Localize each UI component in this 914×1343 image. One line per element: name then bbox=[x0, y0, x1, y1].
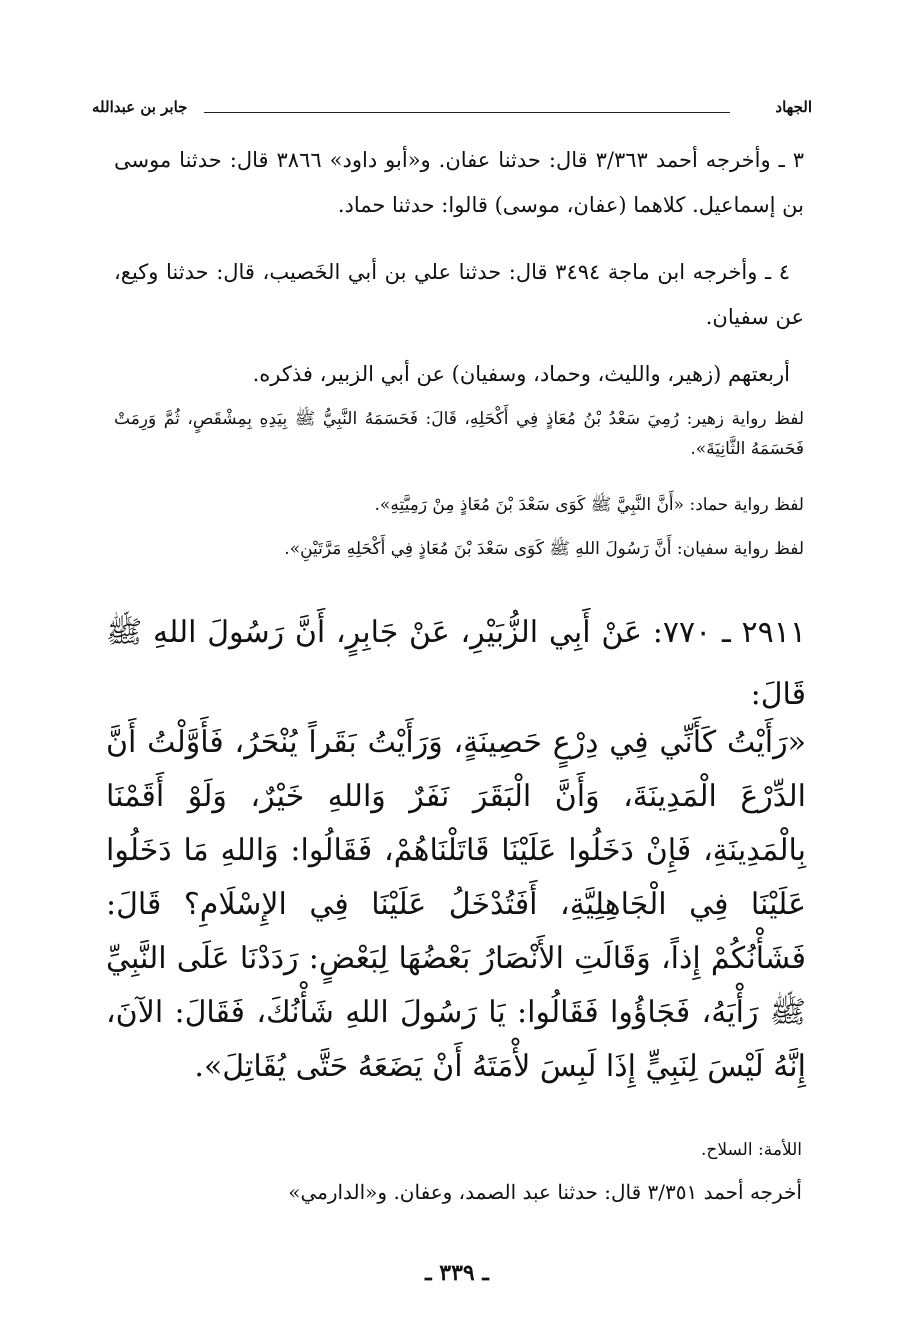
hammad-narration: لفظ رواية حماد: «أَنَّ النَّبِيَّ ﷺ كَوَى سَعْدَ بْنَ مُعَاذٍ مِنْ رَمِيَّتِهِ». bbox=[374, 495, 804, 515]
sufyan-narration: لفظ رواية سفيان: أَنَّ رَسُولَ اللهِ ﷺ كَوَى سَعْدَ بْنَ مُعَاذٍ فِي أَكْحَلِهِ مَرَّتَيْنِ». bbox=[284, 539, 804, 559]
lama-definition: اللأمة: السلاح. bbox=[701, 1140, 802, 1160]
chapter-title: الجهاد bbox=[775, 98, 812, 116]
header-rule bbox=[204, 112, 730, 113]
zuhair-narration: لفظ رواية زهير: رُمِيَ سَعْدُ بْنُ مُعَاذٍ فِي أَكْحَلِهِ، قَالَ: فَحَسَمَهُ النَّبِيُّ ﷺ بِيَدِهِ بِمِشْقَصٍ، ثُمَّ وَرِمَتْ فَحَسَمَهُ الثَّانِيَةَ». bbox=[114, 409, 804, 459]
narrator-title: جابر بن عبدالله bbox=[92, 98, 188, 116]
running-header bbox=[92, 98, 812, 122]
hadith-text: «رَأَيْتُ كَأَنِّي فِي دِرْعٍ حَصِينَةٍ، وَرَأَيْتُ بَقَراً يُنْحَرُ، فَأَوَّلْتُ أَنَّ الدِّرْعَ الْمَدِينَةَ، وَأَنَّ الْبَقَرَ نَفَرٌ وَاللهِ خَيْرٌ، وَلَوْ أَقَمْنَا بِالْمَدِينَةِ، فَإِنْ دَخَلُوا عَلَيْنَا قَاتَلْنَاهُمْ، فَقَالُوا: وَاللهِ مَا دَخَلُوا عَلَيْنَا فِي الْجَاهِلِيَّةِ، أَفَتُدْخَلُ عَلَيْنَا فِي الإِسْلَامِ؟ قَالَ: فَشَأْنُكُمْ إِذاً، وَقَالَتِ الأَنْصَارُ بَعْضُهَا لِبَعْضٍ: رَدَدْنَا عَلَى النَّبِيِّ ﷺ رَأْيَهُ، فَجَاؤُوا فَقَالُوا: يَا رَسُولَ اللهِ شَأْنُكَ، فَقَالَ: الآنَ، إِنَّهُ لَيْسَ لِنَبِيٍّ إِذَا لَبِسَ لأْمَتَهُ أَنْ يَضَعَهُ حَتَّى يُقَاتِلَ». bbox=[106, 725, 806, 1084]
hadith-source: أخرجه أحمد ٣/٣٥١ قال: حدثنا عبد الصمد، وعفان. و«الدارمي» bbox=[288, 1180, 802, 1204]
page-number: ـ ٣٣٩ ـ bbox=[425, 1260, 489, 1286]
footnote-4: ٤ ـ وأخرجه ابن ماجة ٣٤٩٤ قال: حدثنا علي بن أبي الخَصيب، قال: حدثنا وكيع، عن سفيان. bbox=[114, 260, 804, 329]
chain-summary: أربعتهم (زهير، والليث، وحماد، وسفيان) عن أبي الزبير، فذكره. bbox=[252, 362, 790, 386]
hadith-heading: ٢٩١١ ـ ٧٧٠: عَنْ أَبِي الزُّبَيْرِ، عَنْ جَابِرٍ، أَنَّ رَسُولَ اللهِ ﷺ قَالَ: bbox=[106, 615, 806, 712]
footnote-3: ٣ ـ وأخرجه أحمد ٣/٣٦٣ قال: حدثنا عفان. و«أبو داود» ٣٨٦٦ قال: حدثنا موسى بن إسماعيل. كلاهما (عفان، موسى) قالوا: حدثنا حماد. bbox=[114, 148, 804, 217]
